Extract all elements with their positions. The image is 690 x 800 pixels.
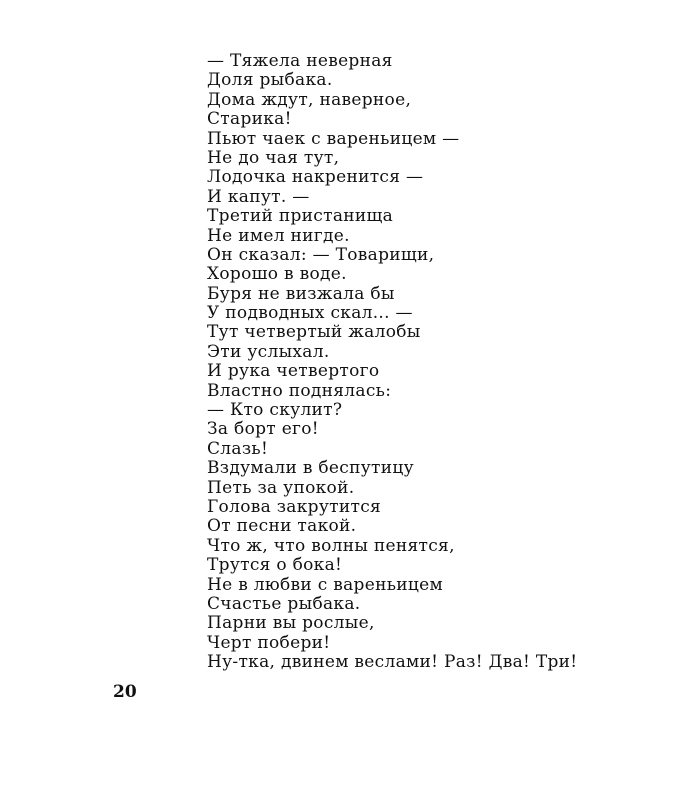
poem-line: От песни такой. [207,516,357,537]
poem-line: Петь за упокой. [207,477,355,498]
poem-line: И капут. — [207,186,310,207]
poem-line: У подводных скал... — [207,303,413,324]
poem-line: — Кто скулит? [207,400,343,421]
poem-line: Что ж, что волны пенятся, [207,535,455,556]
poem-line: Не имел нигде. [207,225,350,246]
poem-line: Доля рыбака. [207,70,333,91]
poem-line: Не в любви с вареньицем [207,574,444,595]
poem-line: Старика! [207,109,292,130]
poem-line: Хорошо в воде. [207,264,347,285]
poem-line: Черт побери! [207,632,331,653]
poem-line: Тут четвертый жалобы [207,322,421,343]
poem-line: Голова закрутится [207,496,382,517]
poem-line: Ну-тка, двинем веслами! Раз! Два! Три! [207,652,578,673]
poem-line: Не до чая тут, [207,147,340,168]
poem-line: Трутся о бока! [207,555,343,576]
poem-line: — Тяжела неверная [207,51,393,71]
poem-line: Эти услыхал. [207,341,330,362]
poem-line: Буря не визжала бы [207,283,395,304]
poem-line: Парни вы рослые, [207,613,375,634]
poem-line: Счастье рыбака. [207,593,361,614]
poem-line: За борт его! [207,419,319,440]
poem-line: Он сказал: — Товарищи, [207,244,435,265]
poem-line: Вздумали в беспутицу [207,458,414,479]
poem-line: Властно поднялась: [207,380,392,401]
poem-line: Слазь! [207,438,269,459]
poem-line: И рука четвертого [207,361,380,382]
poem-line: Пьют чаек с вареньицем — [207,128,460,149]
poem-line: Дома ждут, наверное, [207,89,412,110]
poem-text [207,52,577,673]
poem-line: Третий пристанища [207,206,394,227]
page-number: 20 [113,682,137,702]
poem-line: Лодочка накренится — [207,167,424,188]
